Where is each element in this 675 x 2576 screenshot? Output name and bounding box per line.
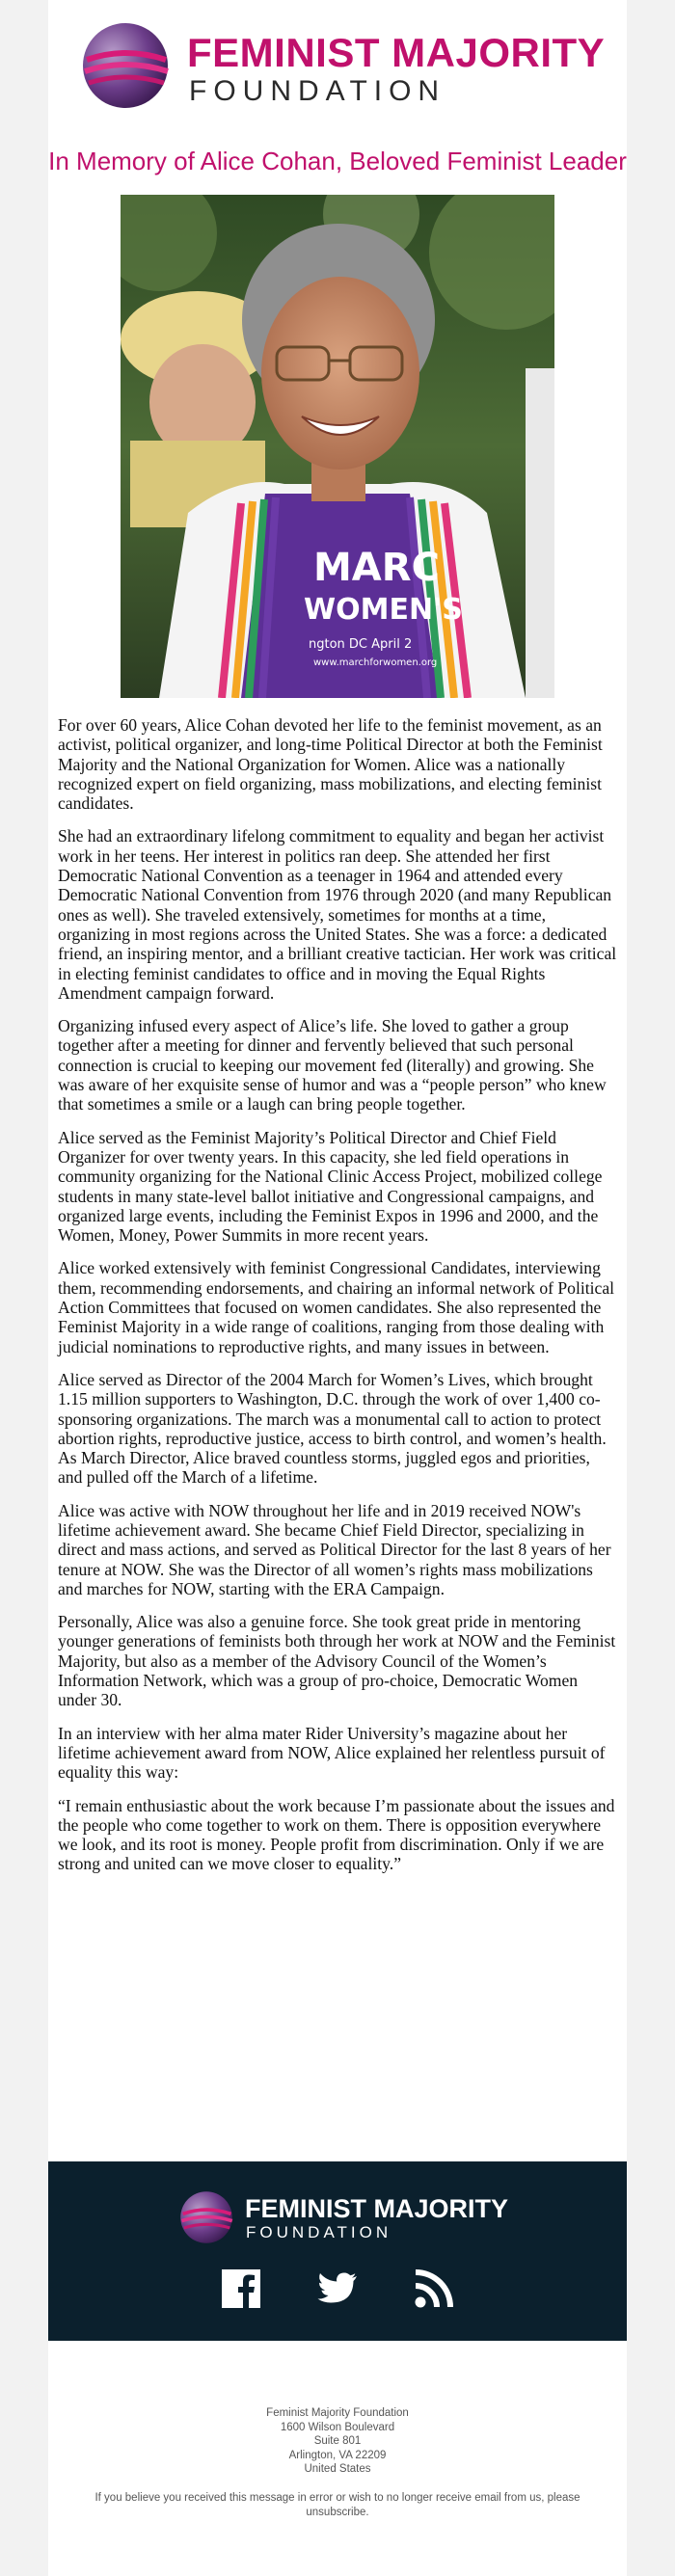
footer-logo[interactable] [179,2190,507,2248]
article-paragraph: Personally, Alice was also a genuine force. She took great pride in mentoring younger generations of feminists both through her work at NOW and the Feminist Majority, but also as a member of the Advisory Council of the Women’s Information Network, which was a group of pro-choice, Democratic Women under 30. [58,1612,616,1710]
page-title: In Memory of Alice Cohan, Beloved Feminist Leader [48,147,627,175]
footer-logo-subtitle: FOUNDATION [246,2223,392,2241]
article-paragraph: She had an extraordinary lifelong commitment to equality and began her activist work in her teens. Her interest in politics ran deep. She attended her first Democratic National Convention as a teenager in 1964 and attended every Democratic National Convention from 1976 through 2020 (and many Republican ones as well). She traveled extensively, sometimes for months at a time, organizing in most regions across the United States. She was a force: a dedicated friend, an inspiring mentor, and a brilliant creative tactician. Her work was critical in electing feminist candidates to office and in moving the Equal Rights Amendment campaign forward. [58,826,617,1003]
alice-cohan-photo [121,195,554,698]
article-paragraph: Alice served as Director of the 2004 March for Women’s Lives, which brought 1.15 million supporters to Washington, D.C. through the work of over 1,400 co-sponsoring organizations. The march was a monumental call to action to protect abortion rights, reproductive justice, access to birth control, and women’s health. As March Director, Alice braved countless storms, juggled egos and priorities, and pulled off the March of a lifetime. [58,1369,607,1488]
address-org: Feminist Majority Foundation [266,2407,409,2419]
article-paragraph: Alice served as the Feminist Majority’s Political Director and Chief Field Organizer for over twenty years. In this capacity, she led field operations in community organizing for the National Clinic Access Project, mobilized college students in many state-level ballot initiative and Congressional campaigns, and organized large events, including the Feminist Expos in 1996 and 2000, and the Women, Money, Power Summits in more recent years. [58,1127,603,1246]
shirt-text-line3: ngton DC April 2 [309,637,413,652]
unsubscribe-disclaimer[interactable]: If you believe you received this message in error or wish to no longer receive email from us, please unsubscribe. [94,2492,580,2518]
article-paragraph: Organizing infused every aspect of Alice’s life. She loved to gather a group together after a meeting for dinner and fervently believed that such personal connection is crucial to keeping our movement fed (literally) and growing. She was aware of her exquisite sense of humor and was a “people person” who knew that sometimes a smile or a laugh can bring people together. [58,1016,607,1114]
article-paragraph: For over 60 years, Alice Cohan devoted her life to the feminist movement, as an activist, political organizer, and long-time Political Director at both the Feminist Majority and the National Organization for Women. Alice was a nationally recognized expert on field organizing, mass mobilizations, and electing feminist candidates. [58,715,603,814]
address-city: Arlington, VA 22209 [288,2449,387,2461]
footer-logo-icon [179,2190,233,2244]
quote-paragraph: “I remain enthusiastic about the work because I’m passionate about the issues and the people who come together to work on them. There is opposition everywhere we look, and its root is money. People profit from discrimination. Only if we are strong and united can we move closer to equality.” [58,1795,615,1874]
fmf-logo[interactable] [81,21,606,114]
article-body [58,715,617,1888]
footer-logo-title: FEMINIST MAJORITY [245,2194,509,2223]
article-paragraph: In an interview with her alma mater Rider University’s magazine about her lifetime achievement award from NOW, Alice explained her relentless pursuit of equality this way: [58,1723,606,1783]
logo-title: FEMINIST MAJORITY [187,30,606,75]
address-country: United States [304,2463,371,2475]
email-container [48,0,627,2576]
logo-subtitle: FOUNDATION [189,75,446,107]
article-paragraph: Alice worked extensively with feminist Congressional Candidates, interviewing them, recommending endorsements, and chairing an informal network of Political Action Committees that focused on women candidates. She also represented the Feminist Majority in a wide range of coalitions, ranging from those dealing with judicial nominations to reproductive rights, and many issues in between. [58,1258,615,1356]
twitter-icon[interactable] [316,2267,359,2310]
facebook-icon[interactable] [220,2267,262,2310]
footer-band [48,2161,627,2341]
article-paragraph: Alice was active with NOW throughout her life and in 2019 received NOW's lifetime achievement award. She became Chief Field Director, specializing in direct and mass actions, and served as Political Director for the last 8 years of her tenure at NOW. She was the Director of all women’s rights mass mobilizations and marches for NOW, starting with the ERA Campaign. [58,1500,611,1598]
portrait-illustration [121,195,554,698]
shirt-text-line2: WOMEN'S [304,593,463,627]
shirt-text-line1: MARC [313,546,440,590]
fmf-logo-icon [81,21,170,110]
address-street: 1600 Wilson Boulevard [280,2421,395,2433]
address-suite: Suite 801 [313,2435,362,2447]
footer-address [48,2406,627,2477]
shirt-text-line4: www.marchforwomen.org [313,657,438,668]
rss-icon[interactable] [413,2267,455,2310]
